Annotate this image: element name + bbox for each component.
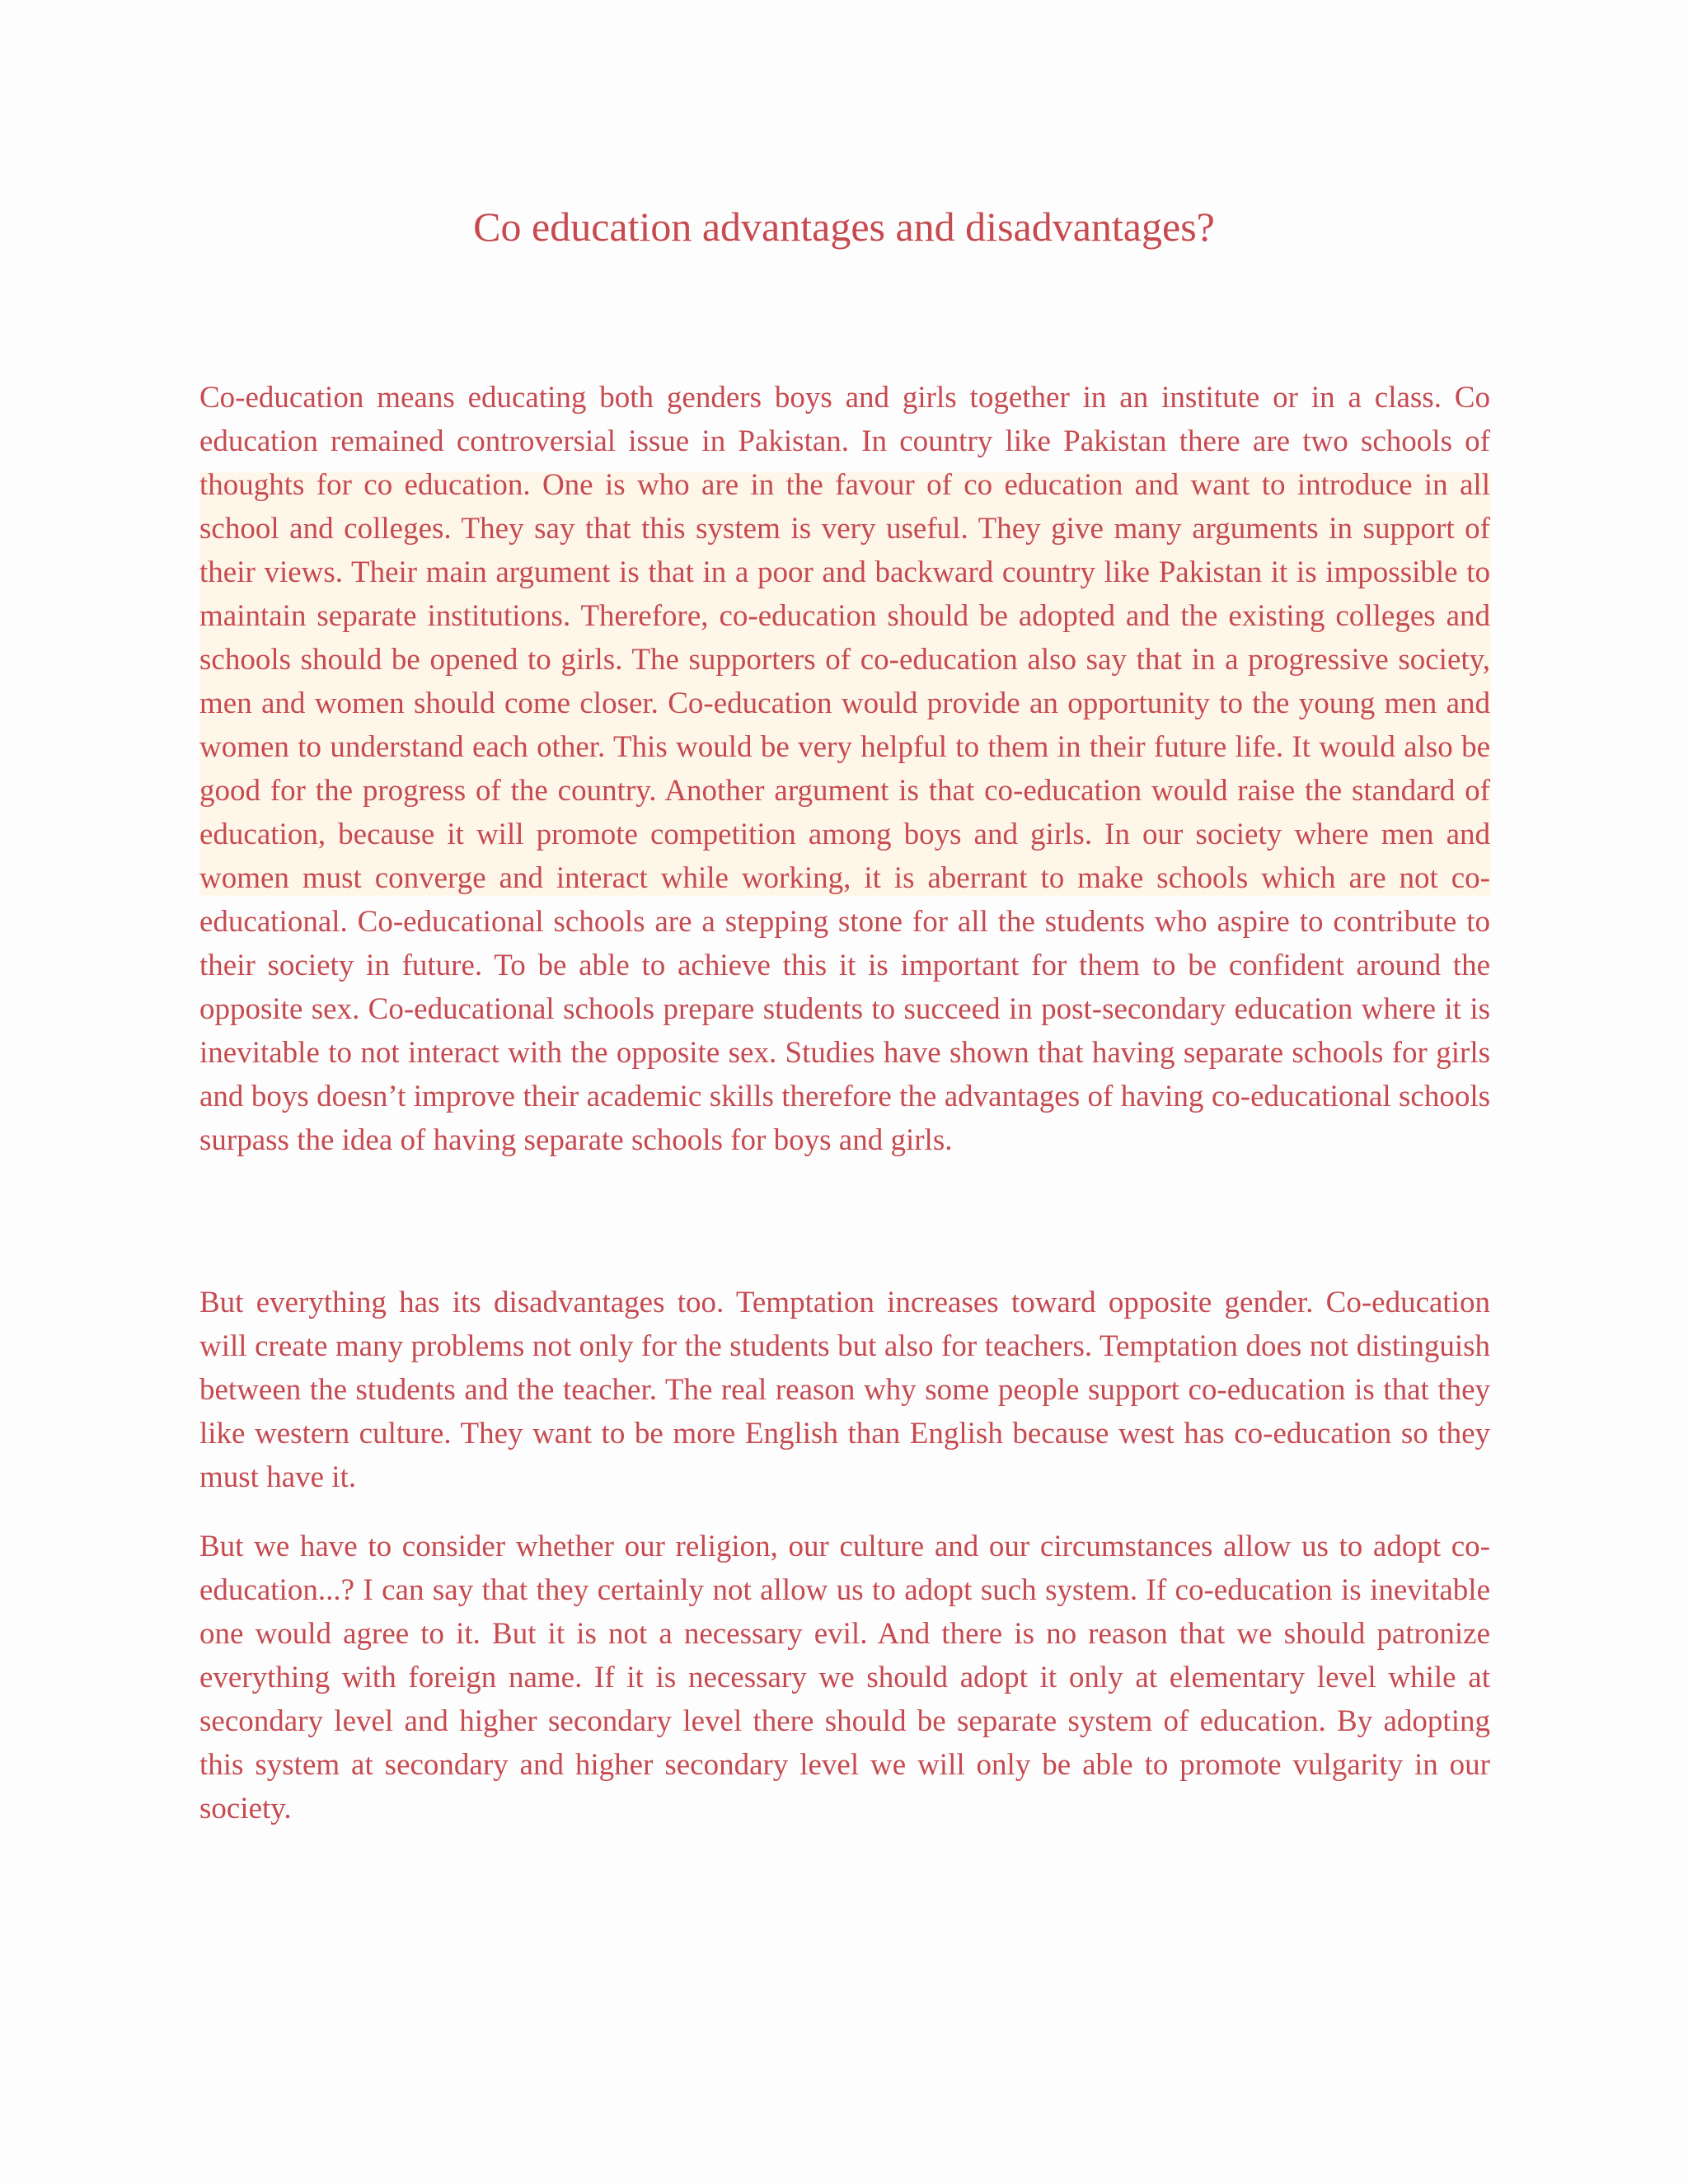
document-title: Co education advantages and disadvantages? xyxy=(473,204,1215,250)
paragraph-advantages: Co-education means educating both genders boys and girls together in an institute or in a class. Co education remained controversial issue in Pakistan. In country like Pakistan there are two schools of thoughts for co education. One is who are in the favour of co education and want to introduce in all school and colleges. They say that this system is very useful. They give many arguments in support of their views. Their main argument is that in a poor and backward country like Pakistan it is impossible to maintain separate institutions. Therefore, co-education should be adopted and the existing colleges and schools should be opened to girls. The supporters of co-education also say that in a progressive society, men and women should come closer. Co-education would provide an opportunity to the young men and women to understand each other. This would be very helpful to them in their future life. It would also be good for the progress of the country. Another argument is that co-education would raise the standard of education, because it will promote competition among boys and girls. In our society where men and women must converge and interact while working, it is aberrant to make schools which are not co-educational. Co-educational schools are a stepping stone for all the students who aspire to contribute to their society in future. To be able to achieve this it is important for them to be confident around the opposite sex. Co-educational schools prepare students to succeed in post-secondary education where it is inevitable to not interact with the opposite sex. Studies have shown that having separate schools for girls and boys doesn’t improve their academic skills therefore the advantages of having co-educational schools surpass the idea of having separate schools for boys and girls. xyxy=(199,381,1490,1157)
paragraph-disadvantages: But everything has its disadvantages too. Temptation increases toward opposite gender. Co-education will create many problems not only for the students but also for teachers. Temptation does not distinguish between the students and the teacher. The real reason why some people support co-education is that they like western culture. They want to be more English than English because west has co-education so they must have it. xyxy=(199,1286,1490,1494)
paragraph-conclusion: But we have to consider whether our religion, our culture and our circumstances allow us to adopt co-education...? I can say that they certainly not allow us to adopt such system. If co-education is inevitable one would agree to it. But it is not a necessary evil. And there is no reason that we should patronize everything with foreign name. If it is necessary we should adopt it only at elementary level while at secondary level and higher secondary level there should be separate system of education. By adopting this system at secondary and higher secondary level we will only be able to promote vulgarity in our society. xyxy=(199,1530,1490,1825)
